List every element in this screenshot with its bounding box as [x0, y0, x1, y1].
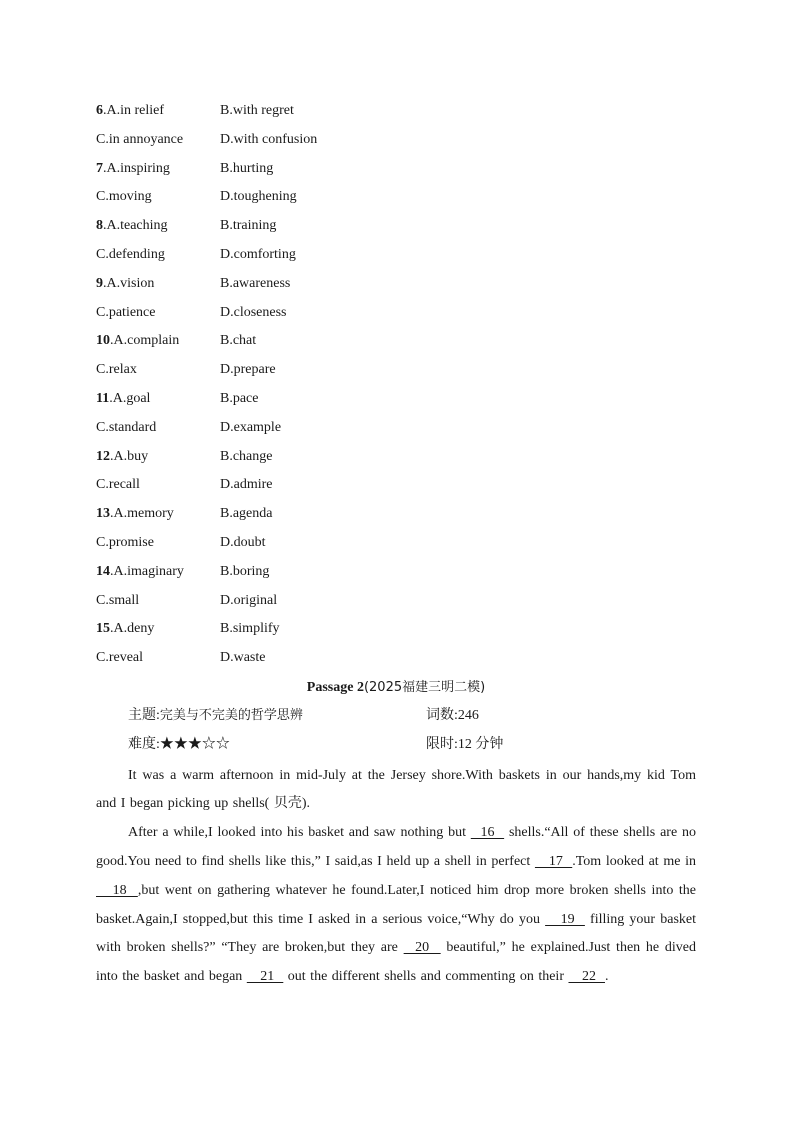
option-a-text: .A.in relief — [103, 103, 165, 118]
option-d: D.closeness — [220, 304, 287, 320]
passage-source: (2025福建三明二模) — [363, 680, 486, 695]
option-b: B.chat — [220, 333, 257, 349]
option-row-cd — [96, 186, 696, 215]
option-b: B.hurting — [220, 160, 274, 176]
option-b: B.simplify — [220, 621, 280, 637]
word-count-value: 246 — [457, 708, 479, 723]
option-d: D.admire — [220, 477, 273, 493]
time-limit — [426, 733, 503, 757]
option-row-cd — [96, 590, 696, 619]
option-row-ab — [96, 100, 696, 129]
option-a — [96, 618, 220, 640]
text-segment: shells.“All of these shells are no good.You need to find shells like this,” I said,as I held up a shell in perfect — [96, 825, 697, 869]
option-a — [96, 215, 220, 237]
question-number: 11 — [96, 390, 110, 406]
blank-16: 16 — [470, 825, 505, 841]
option-row-cd — [96, 359, 696, 388]
text-segment: ,but went on gathering whatever he found.Later,I noticed him drop more broken shells into the basket.Again,I stopped,but this time I asked in a serious voice,“Why do you — [96, 882, 697, 927]
option-row-cd — [96, 417, 696, 446]
difficulty — [128, 733, 230, 757]
option-b: B.change — [220, 448, 273, 464]
word-count — [426, 704, 479, 728]
option-row-ab — [96, 388, 696, 417]
option-c: C.small — [96, 592, 140, 608]
question-number: 9 — [96, 275, 103, 291]
option-b: B.with regret — [220, 103, 294, 118]
option-c: C.promise — [96, 534, 154, 550]
option-d: D.comforting — [220, 246, 296, 262]
option-a-text: .A.teaching — [103, 218, 168, 234]
option-row-cd — [96, 474, 696, 503]
option-c: C.defending — [96, 246, 165, 262]
option-c: C.in annoyance — [96, 131, 184, 147]
option-c: C.moving — [96, 189, 152, 205]
text-segment: beautiful,” he explained.Just then he dived into the basket and began — [96, 940, 696, 985]
option-d: D.waste — [220, 650, 266, 666]
option-a — [96, 100, 220, 122]
passage-title — [96, 676, 696, 704]
option-row-ab — [96, 330, 696, 359]
paragraph-2 — [96, 819, 696, 992]
option-row-ab — [96, 561, 696, 590]
option-a — [96, 273, 220, 295]
passage-title-bold: Passage 2 — [306, 680, 364, 695]
text-segment: .Tom looked at me in — [572, 853, 697, 869]
option-b: B.pace — [220, 390, 259, 406]
question-number: 15 — [96, 621, 110, 637]
question-number: 10 — [96, 333, 110, 349]
blank-22: 22 — [568, 969, 605, 985]
option-row-ab — [96, 503, 696, 532]
option-a — [96, 388, 220, 410]
topic-value: 完美与不完美的哲学思辨 — [159, 708, 303, 723]
options-list — [96, 100, 696, 676]
question-number: 14 — [96, 563, 110, 579]
option-b: B.awareness — [220, 275, 291, 291]
time-limit-value: 12 分钟 — [457, 736, 504, 752]
difficulty-label: 难度: — [128, 736, 160, 752]
option-a — [96, 503, 220, 525]
option-a-text: .A.deny — [110, 621, 155, 637]
option-a-text: .A.memory — [110, 506, 174, 522]
option-row-ab — [96, 446, 696, 475]
passage-body — [96, 762, 696, 992]
option-row-ab — [96, 618, 696, 647]
option-c: C.reveal — [96, 650, 144, 666]
option-row-ab — [96, 273, 696, 302]
option-a-text: .A.goal — [109, 390, 151, 406]
option-c: C.patience — [96, 304, 156, 320]
text-segment: filling your basket with broken shells?” “They are broken,but they are — [96, 911, 697, 956]
text-segment: out the different shells and commenting on their — [283, 969, 569, 985]
text-segment: After a while,I looked into his basket and saw nothing but — [128, 825, 471, 841]
meta-row-1 — [96, 704, 696, 733]
blank-21: 21 — [246, 969, 284, 985]
option-row-cd — [96, 244, 696, 273]
difficulty-stars: ★★★☆☆ — [159, 736, 230, 752]
option-c: C.relax — [96, 362, 137, 378]
question-number: 13 — [96, 506, 110, 522]
option-row-ab — [96, 158, 696, 187]
option-a — [96, 561, 220, 583]
text-segment: . — [604, 969, 609, 985]
option-a — [96, 446, 220, 468]
question-number: 12 — [96, 448, 110, 464]
option-a-text: .A.inspiring — [103, 160, 170, 176]
question-number: 7 — [96, 160, 103, 176]
option-a — [96, 158, 220, 180]
option-d: D.original — [220, 592, 278, 608]
option-a-text: .A.vision — [103, 275, 155, 291]
blank-18: 18 — [96, 882, 138, 898]
option-b: B.boring — [220, 563, 270, 579]
question-number: 6 — [96, 103, 103, 118]
option-b: B.training — [220, 218, 277, 234]
blank-19: 19 — [545, 911, 585, 927]
option-a-text: .A.imaginary — [110, 563, 184, 579]
option-c: C.standard — [96, 419, 157, 435]
option-b: B.agenda — [220, 506, 273, 522]
option-row-cd — [96, 302, 696, 331]
option-row-cd — [96, 129, 696, 158]
paragraph-1: It was a warm afternoon in mid-July at the Jersey shore.With baskets in our hands,my kid Tom and I began picking up shells( 贝壳). — [96, 767, 696, 812]
topic — [128, 704, 303, 728]
option-a-text: .A.buy — [110, 448, 149, 464]
option-d: D.toughening — [220, 189, 297, 205]
option-row-ab — [96, 215, 696, 244]
question-number: 8 — [96, 218, 103, 234]
option-row-cd — [96, 532, 696, 561]
option-d: D.doubt — [220, 534, 266, 550]
option-c: C.recall — [96, 477, 140, 493]
option-a-text: .A.complain — [110, 333, 180, 349]
option-d: D.example — [220, 419, 282, 435]
blank-17: 17 — [534, 853, 573, 869]
option-row-cd — [96, 647, 696, 676]
option-d: D.prepare — [220, 362, 276, 378]
option-d: D.with confusion — [220, 131, 318, 147]
blank-20: 20 — [403, 940, 441, 956]
meta-row-2 — [96, 733, 696, 762]
option-a — [96, 330, 220, 352]
passage-section — [96, 676, 696, 992]
topic-label: 主题: — [128, 708, 160, 723]
time-limit-label: 限时: — [426, 736, 458, 752]
word-count-label: 词数: — [426, 708, 458, 723]
